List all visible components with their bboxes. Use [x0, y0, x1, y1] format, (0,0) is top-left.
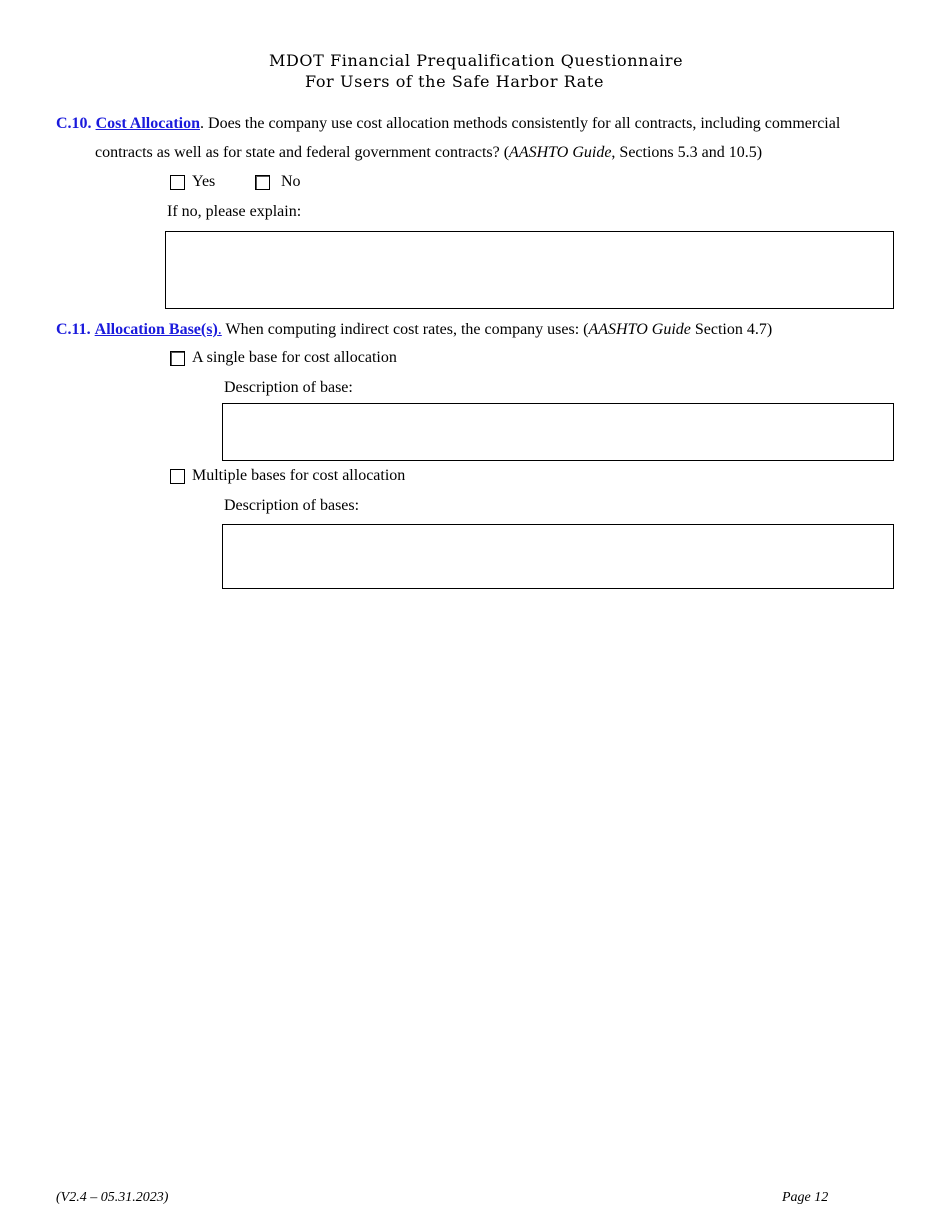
form-subtitle: For Users of the Safe Harbor Rate: [305, 72, 605, 91]
form-title: MDOT Financial Prequalification Questionnaire: [269, 51, 684, 70]
no-label: No: [281, 173, 301, 190]
question-c10-cont: [95, 139, 762, 167]
section-reference: Section 4.7): [690, 321, 773, 338]
question-number: C.10.: [56, 115, 92, 132]
page-number: Page 12: [782, 1190, 829, 1205]
question-text: . Does the company use cost allocation methods consistently for all contracts, including commercial: [200, 115, 841, 132]
link-trail: .: [217, 321, 222, 338]
allocation-base-link[interactable]: Allocation Base(s): [94, 321, 218, 338]
question-c11: [56, 316, 772, 344]
cost-allocation-link[interactable]: Cost Allocation: [95, 115, 201, 132]
multiple-bases-label: Multiple bases for cost allocation: [192, 467, 406, 484]
bases-description-label: Description of bases:: [224, 497, 360, 514]
single-base-checkbox[interactable]: [170, 351, 185, 366]
single-base-label: A single base for cost allocation: [192, 349, 397, 366]
question-c10: [56, 110, 840, 138]
base-description-label: Description of base:: [224, 379, 353, 396]
yes-label: Yes: [192, 173, 216, 190]
guide-reference: AASHTO Guide: [509, 144, 612, 161]
question-number: C.11.: [56, 321, 91, 338]
section-reference: , Sections 5.3 and 10.5): [611, 144, 763, 161]
no-checkbox[interactable]: [255, 175, 270, 190]
question-text-cont: contracts as well as for state and federal government contracts? (: [95, 144, 510, 161]
version-label: (V2.4 – 05.31.2023): [56, 1190, 169, 1205]
yes-checkbox[interactable]: [170, 175, 185, 190]
base-description-textarea[interactable]: [222, 403, 894, 461]
explain-textarea[interactable]: [165, 231, 894, 309]
guide-reference: AASHTO Guide: [588, 321, 691, 338]
multiple-bases-checkbox[interactable]: [170, 469, 185, 484]
bases-description-textarea[interactable]: [222, 524, 894, 589]
explain-label: If no, please explain:: [167, 203, 302, 220]
question-text: When computing indirect cost rates, the company uses: (: [221, 321, 589, 338]
